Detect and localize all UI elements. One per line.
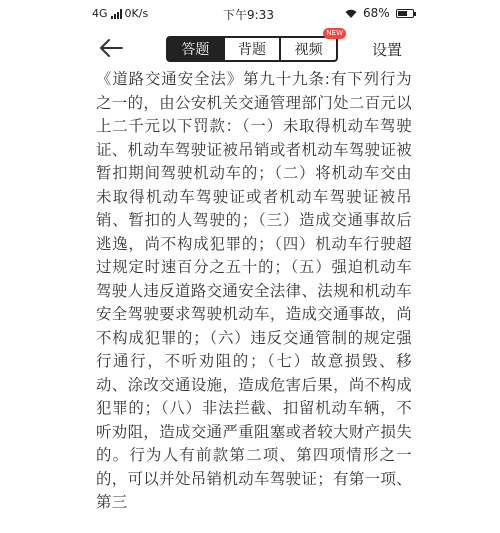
settings-button[interactable]: 设置 [372, 41, 403, 59]
question-explanation-text: 《道路交通安全法》第九十九条:有下列行为之一的，由公安机关交通管理部门处二百元以上二千元以下罚款：（一）未取得机动车驾驶证、机动车驾驶证被吊销或者机动车驾驶证被暂扣期间驾驶机动车的；（二）将机动车交由未取得机动车驾驶证或者机动车驾驶证被吊销、暂扣的人驾驶的；（三）造成交通事故后逃逸，尚不构成犯罪的；（四）机动车行驶超过规定时速百分之五十的；（五）强迫机动车驾驶人违反道路交通安全法律、法规和机动车安全驾驶要求驾驶机动车，造成交通事故，尚不构成犯罪的；（六）违反交通管制的规定强行通行，不听劝阻的；（七）故意损毁、移动、涂改交通设施，造成危害后果，尚不构成犯罪的；（八）非法拦截、扣留机动车辆，不听劝阻，造成交通严重阻塞或者较大财产损失的。行为人有前款第二项、第四项情形之一的，可以并处吊销机动车驾驶证；有第一项、第三 [96, 70, 412, 511]
battery-percent: 68% [363, 6, 390, 20]
back-arrow-icon[interactable] [98, 36, 124, 60]
new-badge: NEW [323, 28, 346, 39]
tab-memorize-label: 背题 [238, 42, 266, 58]
status-left [92, 7, 148, 20]
tab-answer-label: 答题 [181, 42, 210, 58]
status-bar [0, 0, 500, 26]
network-type: 4G [92, 7, 108, 20]
clock: 下午9:33 [223, 8, 274, 22]
signal-icon [111, 9, 122, 19]
tab-memorize[interactable] [223, 38, 280, 60]
tab-video[interactable] [279, 29, 344, 60]
mode-tabs [166, 29, 344, 62]
nav-bar [0, 30, 500, 70]
tab-answer[interactable] [168, 38, 223, 60]
battery-fill [398, 11, 408, 16]
tab-video-label: 视频 [294, 42, 323, 58]
wifi-icon [345, 9, 357, 18]
battery-icon [396, 9, 414, 18]
network-speed: 0K/s [124, 7, 149, 20]
status-right [345, 6, 414, 20]
